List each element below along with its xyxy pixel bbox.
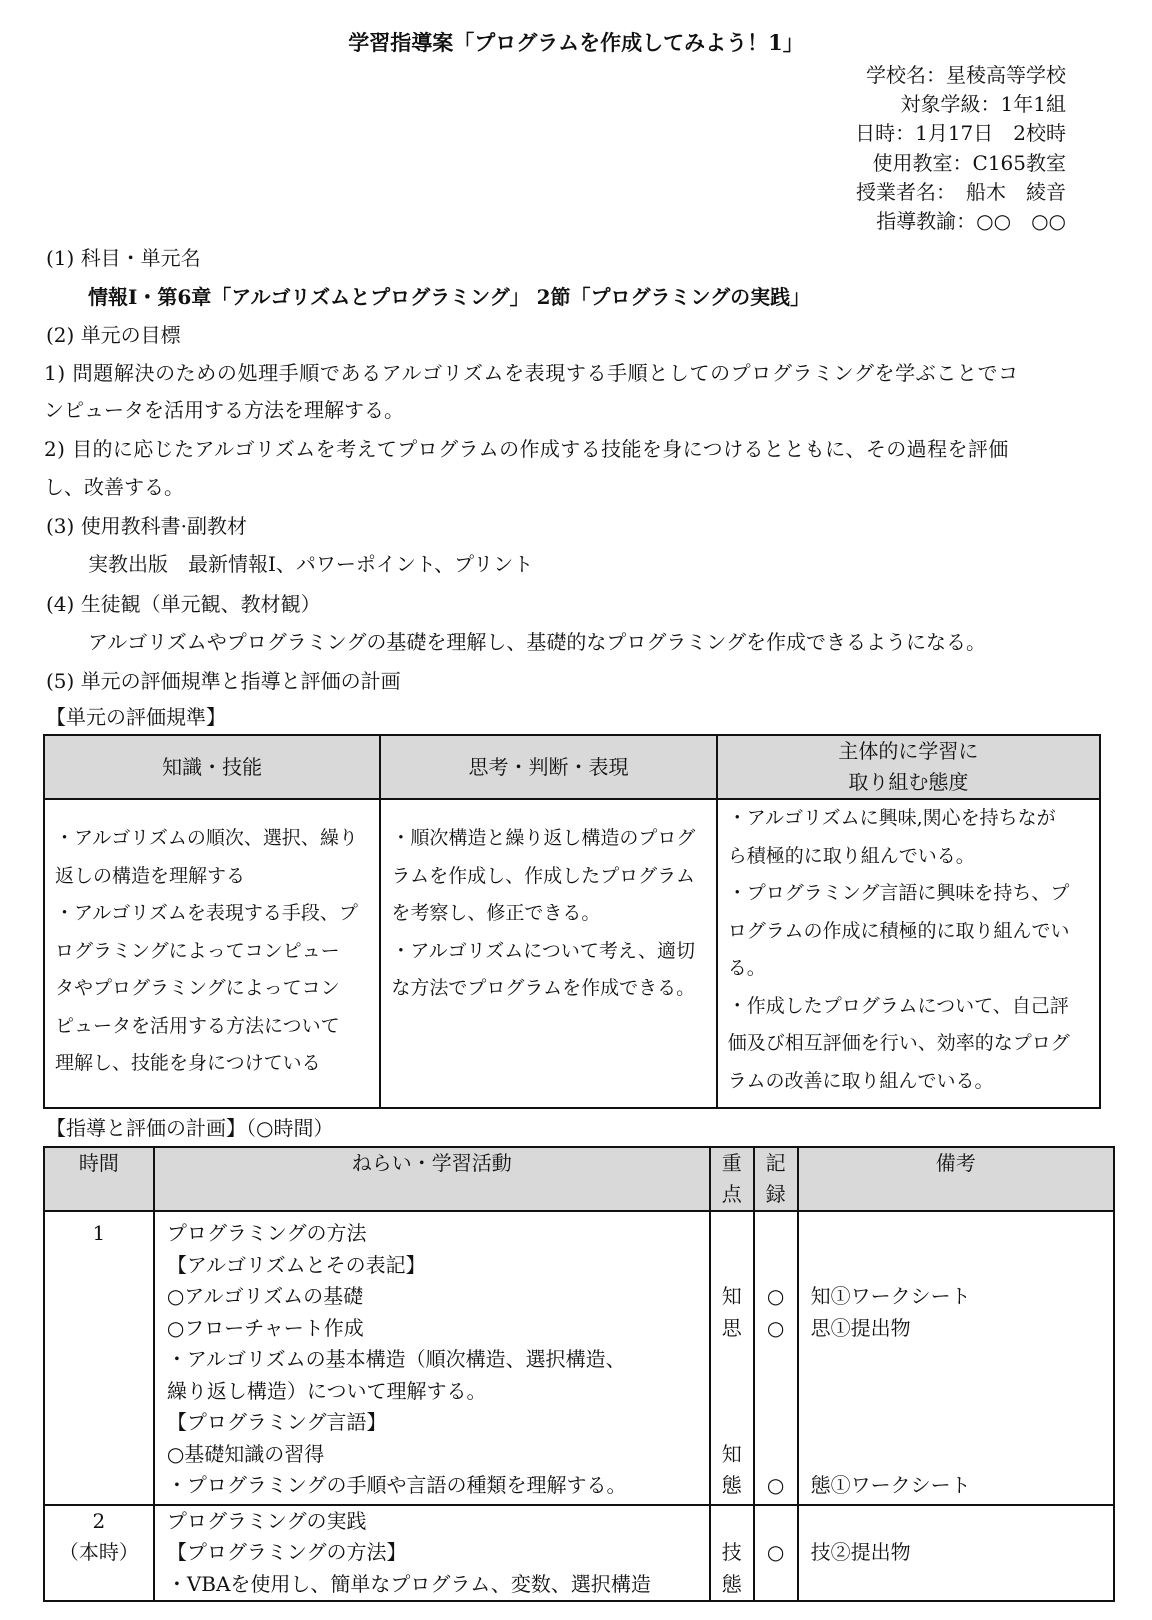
target-class: 対象学級：1年1組	[900, 92, 1066, 116]
note-line	[811, 1218, 1113, 1250]
activity-line: ・アルゴリズムの基本構造（順次構造、選択構造、	[166, 1347, 626, 1371]
record-mark	[755, 1344, 797, 1376]
header-knowledge-skills: 知識・技能	[44, 735, 380, 799]
criteria-line: を考察し、修正できる。	[391, 902, 601, 924]
criteria-line: ・アルゴリズムの順次、選択、繰り	[55, 827, 358, 849]
row2-current-lesson-label: （本時）	[58, 1540, 139, 1564]
plan-label: 【指導と評価の計画】（○時間）	[46, 1116, 334, 1140]
activity-line: 繰り返し構造）について理解する。	[166, 1378, 487, 1403]
criteria-attitude-cell	[717, 799, 1100, 1108]
goal-2-line-2: し、改善する。	[44, 475, 184, 499]
section-5-heading: (5) 単元の評価規準と指導と評価の計画	[46, 669, 401, 693]
note-line	[811, 1407, 1113, 1439]
note-line: 技②提出物	[810, 1540, 911, 1564]
header-attitude-line-1: 主体的に学習に	[838, 739, 979, 763]
header-record-char-1: 記	[765, 1151, 786, 1175]
row2-activity	[154, 1505, 710, 1602]
criteria-header-row	[44, 735, 1100, 799]
focus-mark	[711, 1250, 753, 1282]
goal-2-line-1: 2) 目的に応じたアルゴリズムを考えてプログラムの作成する技能を身につけるとともに、その過程を評価	[44, 437, 1009, 461]
school-name: 学校名：星稜高等学校	[866, 63, 1066, 87]
criteria-line: な方法でプログラムを作成できる。	[391, 977, 696, 999]
criteria-knowledge-cell	[44, 799, 380, 1108]
header-attitude	[717, 735, 1100, 799]
advisor-name: 指導教諭：○○ ○○	[876, 209, 1066, 233]
row1-focus	[710, 1211, 754, 1505]
header-time: 時間	[44, 1147, 154, 1211]
criteria-line: ラムの改善に取り組んでいる。	[727, 1069, 994, 1092]
criteria-line: ログラミングによってコンピュー	[55, 939, 340, 962]
note-line	[811, 1569, 1113, 1601]
focus-mark	[711, 1344, 753, 1376]
focus-mark: 思	[721, 1315, 742, 1340]
focus-mark	[711, 1376, 753, 1408]
row1-activity	[154, 1211, 710, 1505]
criteria-line: る。	[727, 957, 766, 979]
row2-record	[754, 1505, 798, 1602]
criteria-body-row	[44, 799, 1100, 1108]
row2-focus	[710, 1505, 754, 1602]
teacher-name: 授業者名： 船木 綾音	[856, 180, 1066, 204]
criteria-label: 【単元の評価規準】	[46, 705, 226, 729]
plan-row-lesson-1	[44, 1211, 1114, 1505]
criteria-line: ・作成したプログラムについて、自己評	[727, 994, 1069, 1017]
plan-row-lesson-2	[44, 1505, 1114, 1602]
activity-line: ・プログラミングの手順や言語の種類を理解する。	[166, 1473, 627, 1497]
focus-mark	[711, 1218, 753, 1250]
header-focus-char-1: 重	[721, 1151, 742, 1175]
teaching-plan-table	[43, 1146, 1115, 1602]
header-thinking: 思考・判断・表現	[380, 735, 716, 799]
criteria-line: 返しの構造を理解する	[55, 864, 246, 887]
activity-line: 【プログラミングの方法】	[166, 1540, 407, 1564]
focus-mark: 知	[721, 1441, 742, 1466]
lesson-datetime: 日時：1月17日 2校時	[855, 121, 1066, 145]
header-attitude-line-2: 取り組む態度	[848, 770, 969, 794]
focus-mark: 態	[721, 1473, 742, 1497]
record-mark	[755, 1506, 797, 1538]
textbooks: 実教出版 最新情報I、パワーポイント、プリント	[88, 552, 534, 576]
note-line: 態①ワークシート	[810, 1473, 971, 1497]
criteria-line: 価及び相互評価を行い、効率的なプログ	[727, 1032, 1070, 1054]
activity-line: ○フローチャート作成	[166, 1315, 364, 1340]
section-1-heading: (1) 科目・単元名	[46, 246, 201, 270]
note-line: 知①ワークシート	[810, 1284, 971, 1308]
criteria-line: ・順次構造と繰り返し構造のプログ	[391, 827, 696, 849]
criteria-line: ・アルゴリズムを表現する手段、プ	[55, 902, 358, 924]
section-2-heading: (2) 単元の目標	[46, 323, 181, 347]
activity-line: プログラミングの方法	[166, 1221, 367, 1245]
criteria-line: ・プログラミング言語に興味を持ち、プ	[727, 882, 1070, 904]
record-mark: ○	[766, 1540, 785, 1564]
subject-unit-name: 情報I・第6章「アルゴリズムとプログラミング」 2節「プログラミングの実践」	[88, 285, 811, 309]
header-activity: ねらい・学習活動	[154, 1147, 710, 1211]
classroom: 使用教室：C165教室	[872, 151, 1066, 175]
record-mark	[755, 1250, 797, 1282]
focus-mark	[711, 1407, 753, 1439]
criteria-line: ら積極的に取り組んでいる。	[727, 844, 975, 867]
note-line	[811, 1506, 1113, 1538]
section-3-heading: (3) 使用教科書·副教材	[46, 514, 248, 538]
activity-line: 【アルゴリズムとその表記】	[166, 1252, 426, 1277]
activity-line: ○アルゴリズムの基礎	[166, 1284, 364, 1308]
record-mark	[755, 1569, 797, 1601]
activity-line: 【プログラミング言語】	[166, 1410, 387, 1434]
row2-time-value: 2	[92, 1508, 106, 1533]
record-mark	[755, 1407, 797, 1439]
record-mark	[755, 1376, 797, 1408]
goal-1-line-1: 1) 問題解決のための処理手順であるアルゴリズムを表現する手順としてのプログラミングを学ぶことでコ	[44, 361, 1019, 385]
focus-mark	[711, 1506, 753, 1538]
activity-line: ○基礎知識の習得	[166, 1441, 325, 1466]
record-mark	[755, 1218, 797, 1250]
focus-mark: 知	[721, 1284, 742, 1308]
criteria-line: ラムを作成し、作成したプログラム	[391, 864, 695, 887]
criteria-line: タやプログラミングによってコン	[55, 977, 340, 999]
criteria-line: ログラムの作成に積極的に取り組んでい	[727, 919, 1070, 942]
criteria-line: ピュータを活用する方法について	[55, 1014, 340, 1037]
focus-mark: 技	[721, 1540, 742, 1564]
document-title: 学習指導案「プログラムを作成してみよう！1」	[348, 30, 804, 55]
note-line	[811, 1376, 1113, 1408]
criteria-thinking-cell	[380, 799, 716, 1108]
focus-mark: 態	[721, 1571, 742, 1596]
header-record-char-2: 録	[765, 1182, 786, 1206]
header-record	[754, 1147, 798, 1211]
row2-time	[44, 1505, 154, 1602]
row1-time-value: 1	[92, 1221, 106, 1245]
note-line: 思①提出物	[810, 1315, 911, 1340]
activity-line: ・VBAを使用し、簡単なプログラム、変数、選択構造	[166, 1571, 651, 1596]
record-mark	[755, 1439, 797, 1471]
row1-notes	[798, 1211, 1114, 1505]
activity-line: プログラミングの実践	[166, 1508, 367, 1533]
plan-header-row	[44, 1147, 1114, 1211]
student-view: アルゴリズムやプログラミングの基礎を理解し、基礎的なプログラミングを作成できるようになる。	[88, 630, 986, 654]
header-notes: 備考	[798, 1147, 1114, 1211]
header-focus-char-2: 点	[721, 1182, 742, 1206]
section-4-heading: (4) 生徒観（単元観、教材観）	[46, 592, 321, 616]
header-focus	[710, 1147, 754, 1211]
record-mark: ○	[766, 1473, 785, 1497]
note-line	[811, 1344, 1113, 1376]
criteria-line: ・アルゴリズムについて考え、適切	[391, 939, 695, 962]
note-line	[811, 1250, 1113, 1282]
criteria-line: 理解し、技能を身につけている	[55, 1052, 321, 1074]
record-mark: ○	[766, 1284, 785, 1308]
criteria-line: ・アルゴリズムに興味,関心を持ちなが	[727, 807, 1056, 829]
row1-record	[754, 1211, 798, 1505]
record-mark: ○	[766, 1315, 785, 1340]
goal-1-line-2: ンピュータを活用する方法を理解する。	[44, 398, 404, 422]
row2-notes	[798, 1505, 1114, 1602]
note-line	[811, 1439, 1113, 1471]
evaluation-criteria-table	[43, 734, 1101, 1109]
row1-time	[44, 1211, 154, 1505]
